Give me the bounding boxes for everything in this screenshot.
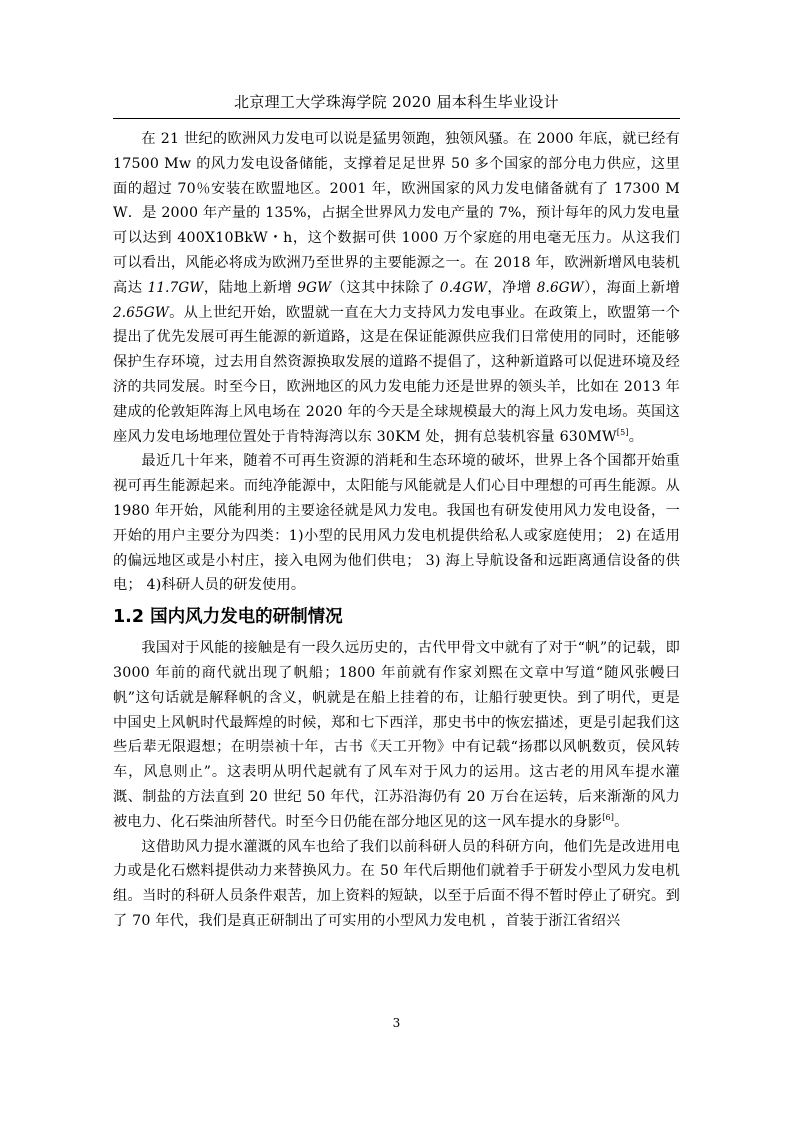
- section-heading: 1.2 国内风力发电的研制情况: [113, 607, 343, 628]
- header-rule: [113, 118, 680, 119]
- paragraph-europe-wind-power: [113, 127, 680, 449]
- paragraph-wind-history: [113, 636, 680, 834]
- page-number: 3: [392, 1016, 401, 1030]
- text-run: ，陆地上新增: [203, 279, 298, 296]
- math-value: 9GW: [297, 279, 332, 296]
- math-value: 11.7GW: [147, 279, 204, 296]
- citation-ref: [5]: [616, 427, 629, 437]
- text-run: 我国对于风能的接触是有一段久远历史的，古代甲骨文中就有了对于“帆”的记载，即 3000 年前的商代就出现了帆船；1800 年前就有作家刘熙在文章中写道“随风张幔曰帆”这句话就是解释帆的含义，帆就是在船上挂着的布，让船行驶更快。到了明代，更是中国史上风帆时代最辉煌的时候，郑和七下西洋，那史书中的恢宏描述，更是引起我们这些后辈无限遐想；在明崇祯十年，古书《天工开物》中有记载“扬郡以风帆数页，侯风转车，风息则止”。这表明从明代起就有了风车对于风力的运用。这古老的用风车提水灌溉、制盐的方法直到 20 世纪 50 年代，江苏沿海仍有 20 万台在运转，后来渐渐的风力被电力、化石柴油所替代。时至今日仍能在部分地区见的这一风车提水的身影: [113, 640, 680, 830]
- text-run: ），海面上新增: [583, 279, 680, 296]
- math-value: 2.65GW: [113, 304, 169, 321]
- text-run: 。: [614, 813, 629, 830]
- text-run: （这其中抹除了: [331, 279, 440, 296]
- text-run: 在 21 世纪的欧洲风力发电可以说是猛男领跑，独领风骚。在 2000 年底，就已经有 17500 Mw 的风力发电设备储能，支撑着足足世界 50 多个国家的部分电力供应，这里面的超过 70％安装在欧盟地区。2001 年，欧洲国家的风力发电储备就有了 17300 MW．是 2000 年产量的 135%，占据全世界风力发电产量的 7%，预计每年的风力发电量可以达到 400X10BkW・h，这个数据可供 1000 万个家庭的用电毫无压力。从这我们可以看出，风能必将成为欧洲乃至世界的主要能源之一。在 2018 年，欧洲新增风电装机高达: [113, 131, 680, 296]
- body-text: [113, 127, 680, 934]
- text-run: 。: [628, 428, 644, 445]
- math-value: 8.6GW: [536, 279, 584, 296]
- paragraph-wind-research: 这借助风力提水灌溉的风车也给了我们以前科研人员的科研方向，他们先是改进用电力或是化石燃料提供动力来替换风力。在 50 年代后期他们就着手于研发小型风力发电机组。当时的科研人员条件艰苦，加上资料的短缺，以至于后面不得不暂时停止了研究。到了 70 年代，我们是真正研制出了可实用的小型风力发电机 ，首装于浙江省绍兴: [113, 838, 680, 929]
- running-header: 北京理工大学珠海学院 2020 届本科生毕业设计: [234, 93, 559, 111]
- text-run: 。从上世纪开始，欧盟就一直在大力支持风力发电事业。在政策上，欧盟第一个提出了优先发展可再生能源的新道路，这是在保证能源供应我们日常使用的同时，还能够保护生存环境，过去用自然资源换取发展的道路不提倡了，这种新道路可以促进环境及经济的共同发展。时至今日，欧洲地区的风力发电能力还是世界的领头羊，比如在 2013 年建成的伦敦矩阵海上风电场在 2020 年的今天是全球规模最大的海上风力发电场。英国这座风力发电场地理位置处于肯特海湾以东 30KM 处，拥有总装机容量 630MW: [113, 304, 680, 445]
- citation-ref: [6]: [602, 812, 615, 822]
- paragraph-renewable-energy: 最近几十年来，随着不可再生资源的消耗和生态环境的破坏，世界上各个国都开始重视可再生能源起来。而纯净能源中，太阳能与风能就是人们心目中理想的可再生能源。从 1980 年开始，风能利用的主要途径就是风力发电。我国也有研发使用风力发电设备，一开始的用户主要分为四类：1)小型的民用风力发电机提供给私人或家庭使用； 2) 在适用的偏远地区或是小村庄，接入电网为他们供电； 3) 海上导航设备和远距离通信设备的供电； 4)科研人员的研发使用。: [113, 453, 680, 594]
- text-run: ，净增: [487, 279, 537, 296]
- math-value: 0.4GW: [439, 279, 488, 296]
